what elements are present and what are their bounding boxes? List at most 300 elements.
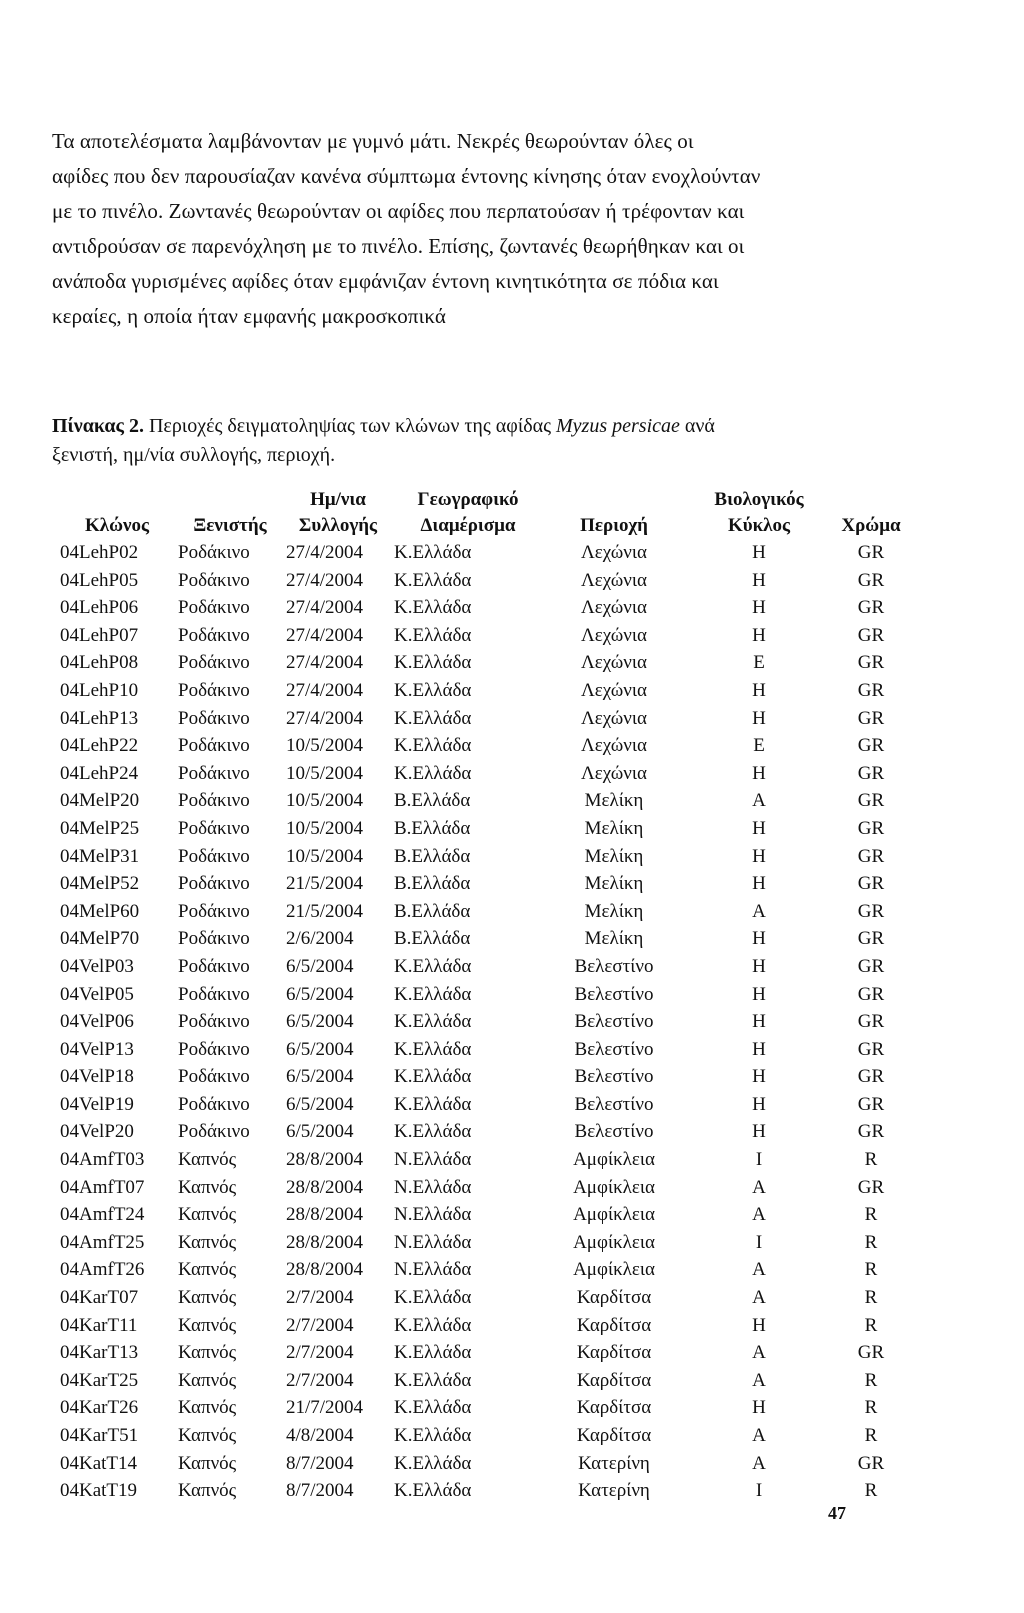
- table-row: [58, 1450, 908, 1478]
- header-date: Συλλογής: [298, 515, 378, 536]
- cell-region: Μελίκη: [584, 790, 644, 812]
- cell-date: 8/7/2004: [286, 1452, 354, 1474]
- table-row: [58, 677, 908, 705]
- cell-color: GR: [857, 679, 885, 701]
- cell-region: Αμφίκλεια: [573, 1259, 655, 1281]
- cell-color: R: [864, 1425, 878, 1446]
- cell-host: Ροδάκινο: [178, 955, 250, 977]
- table-row: [58, 1284, 908, 1312]
- cell-region: Αμφίκλεια: [573, 1149, 655, 1171]
- cell-geo: Β.Ελλάδα: [394, 900, 471, 922]
- cell-geo: Κ.Ελλάδα: [394, 1066, 472, 1088]
- cell-clone: 04KarT13: [60, 1342, 139, 1364]
- cell-date: 21/5/2004: [286, 900, 364, 922]
- cell-cycle: Α: [752, 1287, 766, 1309]
- cell-clone: 04LehP13: [60, 707, 139, 729]
- cell-cycle: Η: [752, 1121, 766, 1143]
- cell-date: 10/5/2004: [286, 845, 364, 867]
- cell-region: Καρδίτσα: [576, 1369, 652, 1391]
- cell-region: Καρδίτσα: [576, 1314, 652, 1336]
- table-row: [58, 1229, 908, 1257]
- caption-label: Πίνακας 2.: [52, 415, 144, 437]
- cell-cycle: Ι: [755, 1231, 763, 1253]
- cell-color: GR: [857, 1093, 885, 1115]
- cell-cycle: Η: [752, 1397, 766, 1419]
- cell-region: Καρδίτσα: [576, 1425, 652, 1446]
- cell-date: 27/4/2004: [286, 652, 364, 674]
- cell-geo: Κ.Ελλάδα: [394, 707, 472, 729]
- cell-clone: 04VelP20: [60, 1121, 134, 1143]
- cell-clone: 04KatT14: [60, 1452, 138, 1474]
- cell-date: 10/5/2004: [286, 735, 364, 757]
- cell-date: 6/5/2004: [286, 1038, 354, 1060]
- cell-host: Ροδάκινο: [178, 983, 250, 1005]
- cell-host: Καπνός: [178, 1314, 237, 1336]
- cell-color: GR: [857, 790, 885, 812]
- cell-host: Ροδάκινο: [178, 1038, 250, 1060]
- cell-cycle: Η: [752, 1314, 766, 1336]
- cell-host: Ροδάκινο: [178, 1011, 250, 1033]
- cell-date: 6/5/2004: [286, 955, 354, 977]
- cell-date: 27/4/2004: [286, 679, 364, 701]
- cell-color: R: [864, 1149, 878, 1171]
- cell-clone: 04LehP07: [60, 624, 139, 646]
- table-row: [58, 1008, 908, 1036]
- cell-clone: 04VelP13: [60, 1038, 134, 1060]
- table-row: [58, 1174, 908, 1202]
- cell-clone: 04MelP20: [60, 790, 140, 812]
- cell-region: Μελίκη: [584, 928, 644, 950]
- cell-host: Ροδάκινο: [178, 542, 250, 563]
- cell-host: Ροδάκινο: [178, 1121, 250, 1143]
- cell-color: GR: [857, 1176, 885, 1198]
- cell-cycle: Ι: [755, 1480, 763, 1502]
- cell-host: Ροδάκινο: [178, 762, 250, 784]
- cell-date: 21/7/2004: [286, 1397, 364, 1419]
- cell-date: 2/7/2004: [286, 1342, 354, 1364]
- intro-line: αντιδρούσαν σε παρενόχληση με το πινέλο. Επίσης, ζωντανές θεωρήθηκαν και οι: [52, 234, 745, 258]
- intro-line: κεραίες, η οποία ήταν εμφανής μακροσκοπικά: [52, 304, 446, 328]
- cell-color: R: [864, 1259, 878, 1281]
- cell-geo: Κ.Ελλάδα: [394, 542, 472, 563]
- header-geo: Διαμέρισμα: [420, 515, 516, 536]
- cell-cycle: Η: [752, 597, 766, 619]
- cell-color: GR: [857, 955, 885, 977]
- cell-geo: Β.Ελλάδα: [394, 790, 471, 812]
- caption-species: Myzus persicae: [556, 415, 680, 437]
- cell-cycle: Α: [752, 900, 766, 922]
- cell-host: Καπνός: [178, 1369, 237, 1391]
- cell-geo: Κ.Ελλάδα: [394, 1452, 472, 1474]
- cell-host: Καπνός: [178, 1149, 237, 1171]
- cell-cycle: Η: [752, 707, 766, 729]
- caption-text-after: ανά: [679, 415, 715, 437]
- cell-region: Βελεστίνο: [574, 955, 654, 977]
- cell-cycle: Α: [752, 1176, 766, 1198]
- cell-cycle: Α: [752, 1369, 766, 1391]
- cell-geo: Κ.Ελλάδα: [394, 1093, 472, 1115]
- table-row: [58, 1036, 908, 1064]
- cell-host: Ροδάκινο: [178, 679, 250, 701]
- cell-date: 6/5/2004: [286, 983, 354, 1005]
- cell-date: 6/5/2004: [286, 1066, 354, 1088]
- cell-geo: Β.Ελλάδα: [394, 817, 471, 839]
- cell-region: Αμφίκλεια: [573, 1204, 655, 1226]
- cell-color: GR: [857, 873, 885, 895]
- cell-date: 8/7/2004: [286, 1480, 354, 1502]
- cell-color: GR: [857, 569, 885, 591]
- header-host: Ξενιστής: [193, 515, 267, 536]
- cell-geo: Κ.Ελλάδα: [394, 1342, 472, 1364]
- cell-date: 6/5/2004: [286, 1011, 354, 1033]
- cell-color: GR: [857, 762, 885, 784]
- cell-clone: 04LehP22: [60, 735, 139, 757]
- cell-color: GR: [857, 542, 885, 563]
- header-top-cell: [176, 487, 284, 513]
- cell-clone: 04AmfT03: [60, 1149, 145, 1171]
- cell-color: GR: [857, 1452, 885, 1474]
- cell-region: Αμφίκλεια: [573, 1231, 655, 1253]
- cell-region: Λεχώνια: [581, 679, 647, 701]
- cell-geo: Κ.Ελλάδα: [394, 1397, 472, 1419]
- cell-color: GR: [857, 735, 885, 757]
- cell-host: Ροδάκινο: [178, 624, 250, 646]
- cell-clone: 04LehP06: [60, 597, 139, 619]
- intro-line: ανάποδα γυρισμένες αφίδες όταν εμφάνιζαν έντονη κινητικότητα σε πόδια και: [52, 269, 719, 293]
- cell-region: Καρδίτσα: [576, 1342, 652, 1364]
- cell-date: 10/5/2004: [286, 817, 364, 839]
- table-row: [58, 1063, 908, 1091]
- header-top-cell: [58, 487, 176, 513]
- cell-host: Καπνός: [178, 1176, 237, 1198]
- cell-cycle: Α: [752, 1425, 766, 1446]
- cell-region: Βελεστίνο: [574, 1011, 654, 1033]
- cell-region: Βελεστίνο: [574, 1038, 654, 1060]
- cell-geo: Ν.Ελλάδα: [394, 1259, 472, 1281]
- cell-host: Ροδάκινο: [178, 735, 250, 757]
- cell-geo: Κ.Ελλάδα: [394, 762, 472, 784]
- cell-cycle: Η: [752, 817, 766, 839]
- cell-host: Καπνός: [178, 1259, 237, 1281]
- cell-host: Ροδάκινο: [178, 652, 250, 674]
- cell-cycle: Η: [752, 1011, 766, 1033]
- cell-geo: Ν.Ελλάδα: [394, 1204, 472, 1226]
- table-row: [58, 1339, 908, 1367]
- cell-clone: 04MelP70: [60, 928, 140, 950]
- cell-color: GR: [857, 597, 885, 619]
- cell-geo: Κ.Ελλάδα: [394, 569, 472, 591]
- cell-color: R: [864, 1287, 878, 1309]
- cell-cycle: Α: [752, 1259, 766, 1281]
- intro-line: Τα αποτελέσματα λαμβάνονταν με γυμνό μάτι. Νεκρές θεωρούνταν όλες οι: [52, 129, 694, 153]
- cell-clone: 04AmfT26: [60, 1259, 145, 1281]
- header-color: Χρώμα: [841, 515, 901, 536]
- table-row: [58, 1422, 908, 1450]
- cell-clone: 04MelP25: [60, 817, 140, 839]
- cell-region: Λεχώνια: [581, 569, 647, 591]
- cell-clone: 04VelP05: [60, 983, 134, 1005]
- cell-region: Μελίκη: [584, 900, 644, 922]
- cell-clone: 04VelP19: [60, 1093, 134, 1115]
- cell-date: 27/4/2004: [286, 597, 364, 619]
- cell-clone: 04AmfT25: [60, 1231, 145, 1253]
- cell-clone: 04LehP08: [60, 652, 139, 674]
- cell-cycle: Η: [752, 542, 766, 563]
- cell-geo: Κ.Ελλάδα: [394, 983, 472, 1005]
- cell-host: Ροδάκινο: [178, 569, 250, 591]
- cell-clone: 04KarT07: [60, 1287, 139, 1309]
- cell-region: Λεχώνια: [581, 542, 647, 563]
- header-top-cell: Βιολογικός: [714, 489, 804, 510]
- cell-color: R: [864, 1369, 878, 1391]
- cell-color: GR: [857, 1038, 885, 1060]
- table-row: [58, 732, 908, 760]
- cell-color: GR: [857, 928, 885, 950]
- cell-date: 4/8/2004: [286, 1425, 354, 1446]
- cell-cycle: Ι: [755, 1149, 763, 1171]
- cell-date: 6/5/2004: [286, 1093, 354, 1115]
- cell-geo: Ν.Ελλάδα: [394, 1149, 472, 1171]
- header-top-cell: Γεωγραφικό: [417, 489, 519, 510]
- cell-cycle: Ε: [753, 652, 765, 674]
- cell-clone: 04MelP52: [60, 873, 140, 895]
- table-row: [58, 1367, 908, 1395]
- cell-color: R: [864, 1231, 878, 1253]
- cell-region: Λεχώνια: [581, 597, 647, 619]
- table-row: [58, 1394, 908, 1422]
- cell-date: 10/5/2004: [286, 790, 364, 812]
- cell-region: Βελεστίνο: [574, 1066, 654, 1088]
- table-header-top-row: [58, 487, 908, 513]
- cell-host: Ροδάκινο: [178, 707, 250, 729]
- caption-line-2: ξενιστή, ημ/νία συλλογής, περιοχή.: [52, 444, 336, 466]
- cell-host: Καπνός: [178, 1287, 237, 1309]
- cell-clone: 04LehP05: [60, 569, 139, 591]
- cell-cycle: Η: [752, 845, 766, 867]
- cell-cycle: Η: [752, 1066, 766, 1088]
- cell-cycle: Η: [752, 928, 766, 950]
- table-row: [58, 649, 908, 677]
- cell-clone: 04MelP31: [60, 845, 140, 867]
- cell-clone: 04LehP10: [60, 679, 139, 701]
- cell-region: Βελεστίνο: [574, 1093, 654, 1115]
- cell-color: GR: [857, 707, 885, 729]
- cell-host: Ροδάκινο: [178, 597, 250, 619]
- table-row: [58, 787, 908, 815]
- header-cycle: Κύκλος: [727, 515, 791, 536]
- cell-cycle: Η: [752, 983, 766, 1005]
- cell-geo: Κ.Ελλάδα: [394, 1480, 472, 1502]
- cell-cycle: Η: [752, 873, 766, 895]
- table-row: [58, 953, 908, 981]
- cell-clone: 04AmfT24: [60, 1204, 145, 1226]
- cell-color: GR: [857, 983, 885, 1005]
- cell-host: Ροδάκινο: [178, 1066, 250, 1088]
- clones-table: [58, 487, 908, 1505]
- cell-geo: Κ.Ελλάδα: [394, 1121, 472, 1143]
- cell-geo: Κ.Ελλάδα: [394, 624, 472, 646]
- cell-host: Καπνός: [178, 1204, 237, 1226]
- table-row: [58, 1146, 908, 1174]
- cell-host: Ροδάκινο: [178, 790, 250, 812]
- cell-date: 2/6/2004: [286, 928, 354, 950]
- cell-date: 27/4/2004: [286, 569, 364, 591]
- cell-color: GR: [857, 1121, 885, 1143]
- cell-region: Μελίκη: [584, 873, 644, 895]
- cell-color: GR: [857, 1342, 885, 1364]
- cell-geo: Κ.Ελλάδα: [394, 735, 472, 757]
- cell-color: GR: [857, 1066, 885, 1088]
- cell-geo: Ν.Ελλάδα: [394, 1231, 472, 1253]
- cell-region: Λεχώνια: [581, 707, 647, 729]
- cell-color: GR: [857, 1011, 885, 1033]
- header-region: Περιοχή: [580, 515, 648, 536]
- cell-region: Καρδίτσα: [576, 1397, 652, 1419]
- caption-text: Περιοχές δειγματοληψίας των κλώνων της αφίδας: [143, 415, 557, 437]
- intro-paragraph: [52, 124, 852, 334]
- cell-geo: Κ.Ελλάδα: [394, 955, 472, 977]
- cell-cycle: Ε: [753, 735, 765, 757]
- cell-cycle: Η: [752, 1038, 766, 1060]
- cell-region: Μελίκη: [584, 845, 644, 867]
- intro-line: με το πινέλο. Ζωντανές θεωρούνταν οι αφίδες που περπατούσαν ή τρέφονταν και: [52, 199, 745, 223]
- cell-region: Κατερίνη: [578, 1480, 650, 1502]
- cell-cycle: Η: [752, 1093, 766, 1115]
- cell-color: R: [864, 1204, 878, 1226]
- header-top-cell: Ημ/νια: [310, 489, 366, 510]
- cell-host: Καπνός: [178, 1397, 237, 1419]
- cell-host: Ροδάκινο: [178, 817, 250, 839]
- cell-geo: Ν.Ελλάδα: [394, 1176, 472, 1198]
- table-row: [58, 1477, 908, 1505]
- intro-line: αφίδες που δεν παρουσίαζαν κανένα σύμπτωμα έντονης κίνησης όταν ενοχλούνταν: [52, 164, 761, 188]
- cell-clone: 04VelP18: [60, 1066, 134, 1088]
- cell-date: 2/7/2004: [286, 1369, 354, 1391]
- cell-color: GR: [857, 817, 885, 839]
- cell-date: 10/5/2004: [286, 762, 364, 784]
- cell-host: Ροδάκινο: [178, 873, 250, 895]
- table-header-row: [58, 513, 908, 539]
- cell-region: Λεχώνια: [581, 652, 647, 674]
- cell-host: Ροδάκινο: [178, 900, 250, 922]
- table-row: [58, 1201, 908, 1229]
- cell-host: Καπνός: [178, 1452, 237, 1474]
- cell-cycle: Α: [752, 1342, 766, 1364]
- cell-host: Ροδάκινο: [178, 1093, 250, 1115]
- cell-host: Καπνός: [178, 1425, 237, 1446]
- cell-date: 21/5/2004: [286, 873, 364, 895]
- cell-geo: Κ.Ελλάδα: [394, 597, 472, 619]
- cell-color: GR: [857, 900, 885, 922]
- cell-cycle: Η: [752, 762, 766, 784]
- cell-clone: 04KarT11: [60, 1314, 138, 1336]
- cell-color: GR: [857, 652, 885, 674]
- caption-line-1: [52, 412, 872, 441]
- table-row: [58, 705, 908, 733]
- cell-date: 28/8/2004: [286, 1176, 364, 1198]
- cell-date: 27/4/2004: [286, 542, 364, 563]
- cell-cycle: Α: [752, 1204, 766, 1226]
- cell-region: Μελίκη: [584, 817, 644, 839]
- cell-host: Καπνός: [178, 1231, 237, 1253]
- table-row: [58, 1312, 908, 1340]
- cell-cycle: Α: [752, 790, 766, 812]
- cell-region: Βελεστίνο: [574, 1121, 654, 1143]
- table-row: [58, 898, 908, 926]
- cell-geo: Κ.Ελλάδα: [394, 1287, 472, 1309]
- cell-geo: Κ.Ελλάδα: [394, 1011, 472, 1033]
- cell-region: Λεχώνια: [581, 624, 647, 646]
- cell-host: Καπνός: [178, 1480, 237, 1502]
- cell-clone: 04KarT26: [60, 1397, 139, 1419]
- cell-host: Καπνός: [178, 1342, 237, 1364]
- cell-date: 27/4/2004: [286, 624, 364, 646]
- cell-color: GR: [857, 624, 885, 646]
- cell-cycle: Η: [752, 679, 766, 701]
- cell-geo: Κ.Ελλάδα: [394, 1038, 472, 1060]
- cell-region: Καρδίτσα: [576, 1287, 652, 1309]
- cell-cycle: Η: [752, 569, 766, 591]
- cell-date: 27/4/2004: [286, 707, 364, 729]
- cell-host: Ροδάκινο: [178, 928, 250, 950]
- cell-region: Κατερίνη: [578, 1452, 650, 1474]
- table-caption: [52, 412, 872, 470]
- table-row: [58, 1256, 908, 1284]
- cell-date: 2/7/2004: [286, 1287, 354, 1309]
- table-row: [58, 925, 908, 953]
- table-row: [58, 815, 908, 843]
- cell-geo: Β.Ελλάδα: [394, 845, 471, 867]
- header-top-cell: [834, 487, 908, 513]
- header-clone: Κλώνος: [84, 515, 149, 536]
- cell-region: Αμφίκλεια: [573, 1176, 655, 1198]
- page-number: 47: [828, 1503, 846, 1523]
- cell-clone: 04LehP02: [60, 542, 139, 563]
- cell-geo: Κ.Ελλάδα: [394, 1369, 472, 1391]
- table-row: [58, 567, 908, 595]
- cell-clone: 04VelP03: [60, 955, 134, 977]
- cell-cycle: Η: [752, 955, 766, 977]
- cell-geo: Κ.Ελλάδα: [394, 1425, 472, 1446]
- table-row: [58, 622, 908, 650]
- cell-color: R: [864, 1397, 878, 1419]
- header-top-cell: [544, 487, 684, 513]
- table-row: [58, 1091, 908, 1119]
- cell-date: 28/8/2004: [286, 1259, 364, 1281]
- table-body: [58, 539, 908, 1505]
- cell-clone: 04AmfT07: [60, 1176, 145, 1198]
- cell-geo: Β.Ελλάδα: [394, 873, 471, 895]
- cell-geo: Κ.Ελλάδα: [394, 679, 472, 701]
- cell-date: 28/8/2004: [286, 1149, 364, 1171]
- cell-date: 28/8/2004: [286, 1231, 364, 1253]
- cell-clone: 04KarT51: [60, 1425, 139, 1446]
- cell-geo: Κ.Ελλάδα: [394, 1314, 472, 1336]
- cell-clone: 04KarT25: [60, 1369, 139, 1391]
- cell-clone: 04KatT19: [60, 1480, 138, 1502]
- cell-date: 28/8/2004: [286, 1204, 364, 1226]
- cell-clone: 04LehP24: [60, 762, 139, 784]
- cell-date: 6/5/2004: [286, 1121, 354, 1143]
- cell-cycle: Α: [752, 1452, 766, 1474]
- table-row: [58, 981, 908, 1009]
- cell-region: Βελεστίνο: [574, 983, 654, 1005]
- cell-cycle: Η: [752, 624, 766, 646]
- cell-clone: 04MelP60: [60, 900, 140, 922]
- table-row: [58, 760, 908, 788]
- cell-clone: 04VelP06: [60, 1011, 134, 1033]
- cell-date: 2/7/2004: [286, 1314, 354, 1336]
